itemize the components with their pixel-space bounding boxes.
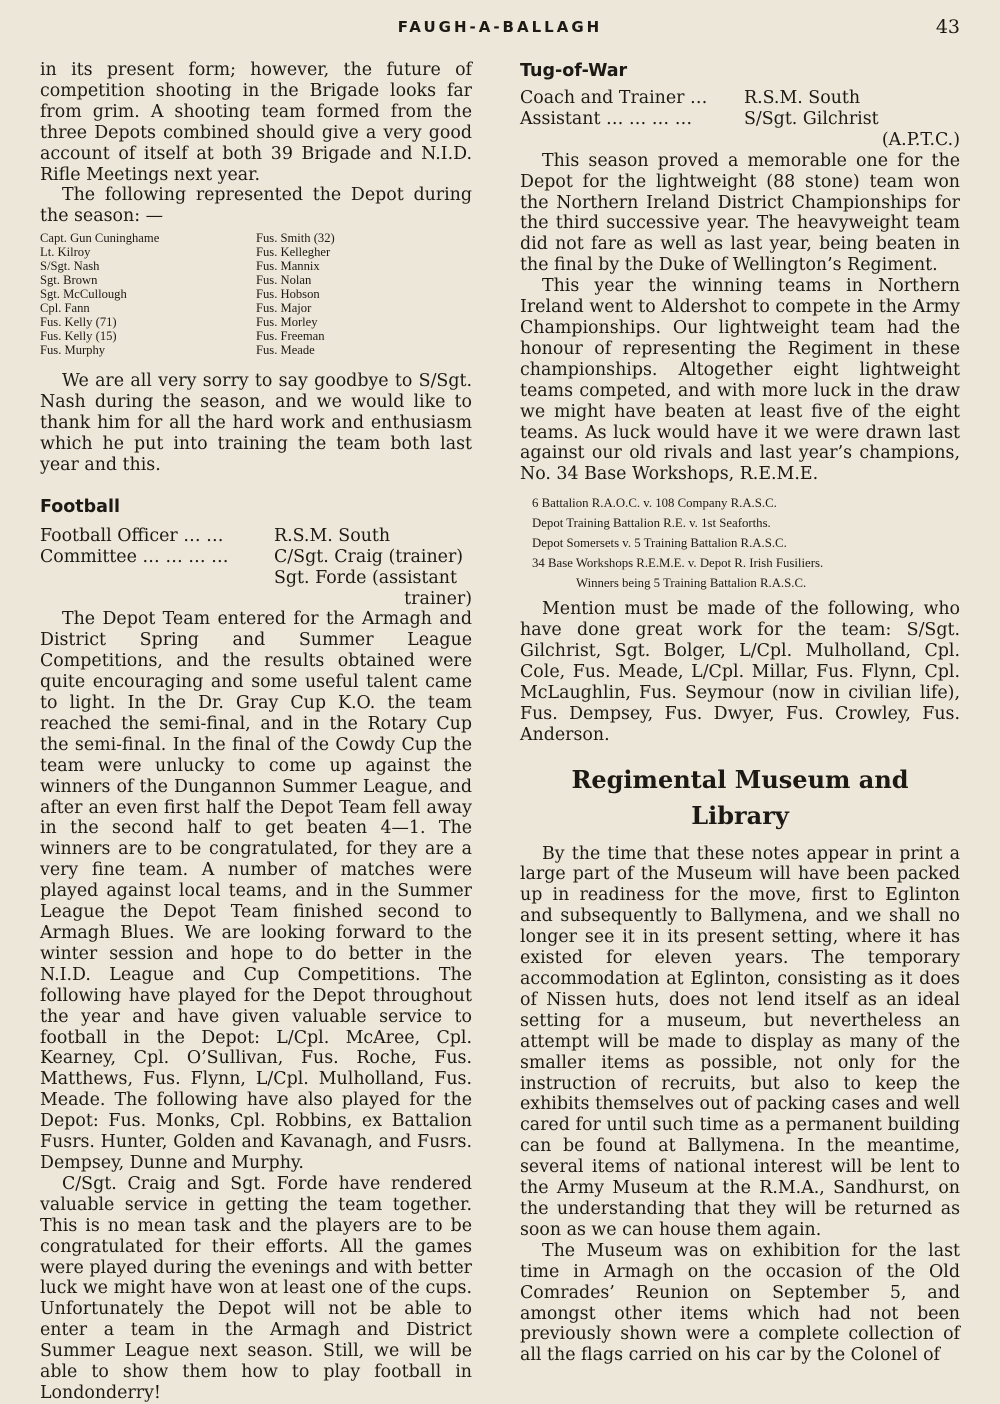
- official-value: (A.P.T.C.): [881, 129, 960, 150]
- official-row: [520, 109, 960, 130]
- roster-column-right: [256, 231, 456, 357]
- page-number: 43: [935, 16, 960, 38]
- fixture-item: Depot Training Battalion R.E. v. 1st Seaforths.: [532, 516, 771, 531]
- museum-heading-line: Library: [691, 800, 789, 830]
- roster-entry: Fus. Kelly (15): [40, 329, 117, 344]
- mentions-paragraph: Mention must be made of the following, who have done great work for the team: S/Sgt. Gilchrist, Sgt. Bolger, L/Cpl. Mulholland, Cpl. Cole, Fus. Meade, L/Cpl. Millar, Fus. Flynn, Cpl. McLaughlin, Fus. Seymour (now in civilian life), Fus. Dempsey, Fus. Dwyer, Fus. Crowley, Fus. Anderson.: [520, 599, 960, 745]
- tug-of-war-heading: Tug-of-War: [520, 61, 628, 81]
- official-value: R.S.M. South: [274, 525, 391, 546]
- official-row: [40, 589, 472, 610]
- roster-entry: Fus. Kelly (71): [40, 315, 117, 330]
- roster-entry: Capt. Gun Cuninghame: [40, 231, 160, 246]
- official-label: Committee … … … …: [40, 546, 229, 567]
- official-row: [40, 526, 472, 547]
- museum-exhibition-paragraph: The Museum was on exhibition for the last time in Armagh on the occasion of the Old Comrades’ Reunion on September 5, and amongst other items which had not been previously shown were a complete collection of all the flags carried on his car by the Colonel of: [520, 1240, 960, 1366]
- official-value: R.S.M. South: [744, 88, 861, 108]
- roster-entry: Sgt. Brown: [40, 273, 98, 288]
- official-row: [520, 130, 960, 151]
- roster-entry: Lt. Kilroy: [40, 245, 91, 260]
- right-column: [520, 60, 960, 1366]
- left-column: [40, 60, 472, 1404]
- running-title: FAUGH-A-BALLAGH: [397, 18, 603, 36]
- official-label: Football Officer … …: [40, 525, 224, 546]
- roster-entry: Sgt. McCullough: [40, 287, 127, 302]
- roster-entry: Fus. Major: [256, 301, 312, 316]
- official-value: S/Sgt. Gilchrist: [744, 108, 879, 129]
- museum-heading-line: Regimental Museum and: [571, 764, 909, 794]
- farewell-paragraph: We are all very sorry to say goodbye to S/Sgt. Nash during the season, and we would like to thank him for all the hard work and enthusiasm which he put into training the team both last year and this.: [40, 371, 472, 475]
- roster-entry: Fus. Kellegher: [256, 245, 331, 260]
- official-value: C/Sgt. Craig (trainer): [274, 546, 464, 567]
- official-label: Coach and Trainer …: [520, 88, 708, 108]
- roster-entry: Fus. Morley: [256, 315, 318, 330]
- roster-intro: The following represented the Depot during the season: —: [40, 185, 472, 227]
- fixture-item: 34 Base Workshops R.E.M.E. v. Depot R. Irish Fusiliers.: [532, 556, 824, 571]
- roster-entry: Fus. Murphy: [40, 343, 106, 358]
- roster-entry: Cpl. Fann: [40, 301, 90, 316]
- tug-championship-paragraph: This year the winning teams in Northern Ireland went to Aldershot to compete in the Army Championships. Our lightweight team had the honour of representing the Regiment in these championships. Altogether eight lightweight teams competed, and with more luck in the draw we might have beaten at least five of the eight teams. As luck would have it we were drawn last against our old rivals and last year’s champions, No. 34 Base Workshops, R.E.M.E.: [520, 276, 960, 485]
- fixture-item: 6 Battalion R.A.O.C. v. 108 Company R.A.S.C.: [532, 496, 777, 511]
- official-row: [40, 547, 472, 568]
- tug-officials: [520, 88, 960, 151]
- roster-entry: Fus. Hobson: [256, 287, 320, 302]
- fixtures-list: [532, 493, 960, 593]
- roster-entry: S/Sgt. Nash: [40, 259, 100, 274]
- tug-season-paragraph: This season proved a memorable one for the Depot for the lightweight (88 stone) team won the Northern Ireland District Championships for the third successive year. The heavyweight team did not fare as well as last year, being beaten in the final by the Duke of Wellington’s Regiment.: [520, 150, 960, 276]
- football-heading: Football: [40, 496, 120, 517]
- roster-entry: Fus. Smith (32): [256, 231, 335, 246]
- roster-entry: Fus. Freeman: [256, 329, 325, 344]
- shooting-roster: [40, 231, 472, 357]
- football-officials: [40, 526, 472, 610]
- football-paragraph: The Depot Team entered for the Armagh and District Spring and Summer League Competitions, and the results obtained were quite encouraging and some useful talent came to light. In the Dr. Gray Cup K.O. the team reached the semi-final, and in the Rotary Cup the semi-final. In the final of the Cowdy Cup the team were unlucky to come up against the winners of the Dungannon Summer League, and after an even first half the Depot Team fell away in the second half to get beaten 4—1. The winners are to be congratulated, for they are a very fine team. A number of matches were played against local teams, and in the Summer League the Depot Team finished second to Armagh Blues. We are looking forward to the winter session and hope to do better in the N.I.D. League and Cup Competitions. The following have played for the Depot throughout the year and have given valuable service to football in the Depot: L/Cpl. McAree, Cpl. Kearney, Cpl. O’Sullivan, Fus. Roche, Fus. Matthews, Fus. Flynn, L/Cpl. Mulholland, Fus. Meade. The following have also played for the Depot: Fus. Monks, Cpl. Robbins, ex Battalion Fusrs. Hunter, Golden and Kavanagh, and Fusrs. Dempsey, Dunne and Murphy.: [40, 609, 472, 1173]
- roster-column-left: [40, 231, 256, 357]
- roster-entry: Fus. Mannix: [256, 259, 320, 274]
- official-row: [40, 568, 472, 589]
- roster-entry: Fus. Meade: [256, 343, 315, 358]
- museum-move-paragraph: By the time that these notes appear in print a large part of the Museum will have been packed up in readiness for the move, first to Eglinton and subsequently to Ballymena, and we shall no longer see it in its present setting, where it has existed for eleven years. The temporary accommodation at Eglinton, consisting as it does of Nissen huts, does not lend itself as an ideal setting for a museum, but nevertheless an attempt will be made to display as many of the smaller items as possible, not only for the instruction of recruits, but also to keep the exhibits themselves out of packing cases and well cared for until such time as a permanent building can be found at Ballymena. In the meantime, several items of national interest will be lent to the Army Museum at the R.M.A., Sandhurst, on the understanding that they will be returned as soon as we can house them again.: [520, 843, 960, 1240]
- official-label: Assistant … … … …: [520, 108, 693, 129]
- football-closing-paragraph: C/Sgt. Craig and Sgt. Forde have rendered valuable service in getting the team together. This is no mean task and the players are to be congratulated for their efforts. All the games were played during the evenings and with better luck we might have won at least one of the cups. Unfortunately the Depot will not be able to enter a team in the Armagh and District Summer League next season. Still, we will be able to show them how to play football in Londonderry!: [40, 1173, 472, 1403]
- page-header: [0, 16, 1000, 44]
- shooting-paragraph: in its present form; however, the future of competition shooting in the Brigade looks far from grim. A shooting team formed from the three Depots combined should give a very good account of itself at both 39 Brigade and N.I.D. Rifle Meetings next year.: [40, 60, 472, 185]
- fixture-winner: Winners being 5 Training Battalion R.A.S.C.: [576, 576, 807, 591]
- fixture-item: Depot Somersets v. 5 Training Battalion R.A.S.C.: [532, 536, 787, 551]
- official-value: Sgt. Forde (assistant: [274, 567, 457, 588]
- museum-heading: [520, 762, 960, 834]
- official-row: [520, 88, 960, 109]
- official-value: trainer): [404, 588, 472, 609]
- roster-entry: Fus. Nolan: [256, 273, 312, 288]
